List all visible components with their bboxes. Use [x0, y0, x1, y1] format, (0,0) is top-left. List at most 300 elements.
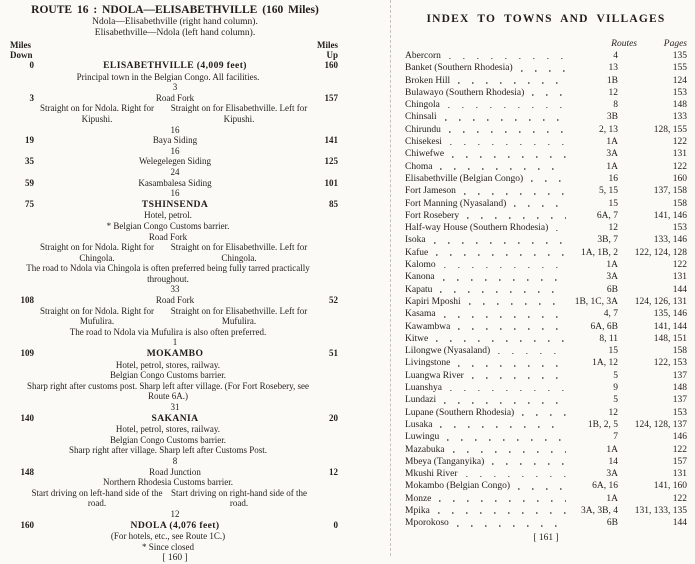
town-name: Broken Hill — [405, 75, 451, 86]
town-pages: 144 — [672, 518, 687, 529]
dot-leader — [518, 488, 566, 490]
town-name: Kapiri Mposhi — [405, 296, 461, 307]
town-name: Kapatu — [405, 284, 433, 295]
station-name: ELISABETHVILLE (4,009 feet) — [103, 60, 247, 71]
miles-up-value: 141 — [324, 135, 338, 146]
detail-line: Sharp right after village. Sharp left after Customs Post. — [69, 445, 267, 456]
index-row — [405, 284, 687, 296]
index-row — [405, 480, 687, 492]
routes-column-header: Routes — [611, 39, 637, 49]
town-routes: 12 — [608, 223, 618, 234]
town-pages: 155 — [672, 63, 687, 74]
town-name: Kanona — [405, 272, 435, 283]
detail-left: Straight on for Ndola. Right for Chingola. — [40, 242, 154, 263]
town-routes: 1A — [606, 260, 618, 271]
town-name: Chinsali — [405, 112, 437, 123]
detail-line: Hotel, petrol, stores, railway. — [115, 424, 221, 435]
town-name: Kasama — [405, 309, 436, 320]
town-pages: 122 — [672, 260, 687, 271]
segment-distance: 3 — [172, 82, 178, 93]
entry-details — [26, 531, 310, 552]
station-name: Road Fork — [155, 295, 195, 306]
town-routes: 15 — [608, 198, 618, 209]
town-routes: 3A — [606, 149, 618, 160]
miles-up-value: 20 — [329, 412, 338, 423]
town-name: Lupane (Southern Rhodesia) — [405, 407, 515, 418]
town-name: Kafue — [405, 247, 429, 258]
station-name: SAKANIA — [151, 412, 199, 424]
town-routes: 3A — [606, 469, 618, 480]
index-row — [405, 357, 687, 369]
route-entry-main — [0, 93, 390, 104]
town-name: Luwingu — [405, 432, 440, 443]
town-name: Fort Manning (Nyasaland) — [405, 198, 507, 209]
town-routes: 5, 15 — [599, 186, 618, 197]
route-entry-main — [0, 413, 390, 425]
index-row — [405, 468, 687, 480]
detail-left: Straight on for Ndola. Right for Mufulira. — [40, 305, 154, 327]
route-entry — [0, 93, 390, 135]
town-name: Mbeya (Tanganyika) — [405, 456, 485, 467]
index-row — [405, 148, 687, 160]
town-pages: 122, 124, 128 — [634, 247, 687, 258]
detail-right: Start driving on right-hand side of the road. — [171, 487, 307, 509]
town-pages: 158 — [672, 198, 687, 209]
town-routes: 3B, 7 — [597, 235, 618, 246]
miles-up-value: 160 — [324, 60, 338, 70]
town-name: Mazabuka — [405, 444, 445, 455]
miles-down-value: 148 — [20, 466, 34, 477]
index-title: INDEX TO TOWNS AND VILLAGES — [426, 13, 666, 25]
miles-down-value: 19 — [25, 135, 34, 146]
entry-details — [26, 360, 310, 402]
index-row — [405, 308, 687, 320]
station-name: Road Fork — [155, 92, 195, 103]
town-routes: 6A, 7 — [596, 210, 618, 221]
detail-line: Belgian Congo Customs barrier. — [110, 434, 226, 445]
town-pages: 153 — [672, 407, 687, 418]
miles-up-value: 52 — [329, 295, 338, 306]
town-pages: 141, 160 — [653, 481, 687, 492]
town-name: Elisabethville (Belgian Congo) — [405, 173, 524, 184]
entry-details — [26, 424, 310, 456]
route-entry — [0, 199, 390, 295]
town-routes: 1A — [606, 444, 618, 455]
town-name: Kalomo — [405, 260, 436, 271]
town-pages: 122 — [672, 161, 687, 172]
town-name: Chirundu — [405, 124, 441, 135]
town-routes: 1A — [606, 493, 618, 504]
town-name: Luanshya — [405, 383, 442, 394]
pages-column-header: Pages — [663, 39, 687, 49]
town-pages: 133 — [672, 112, 687, 123]
town-routes: 2, 13 — [599, 124, 618, 135]
town-name: Mporokoso — [405, 518, 449, 529]
dot-leader — [448, 107, 566, 109]
route-entry — [0, 520, 390, 553]
dot-leader — [458, 328, 566, 330]
town-pages: 153 — [672, 87, 687, 98]
town-routes: 4 — [613, 51, 618, 61]
route-title: ROUTE 16 : NDOLA—ELISABETHVILLE (160 Miles) — [31, 4, 319, 16]
index-row — [405, 259, 687, 271]
route-entry — [0, 60, 390, 93]
miles-down-header — [0, 40, 33, 60]
dot-leader — [464, 193, 566, 195]
route-entry-main — [0, 199, 390, 211]
entry-details — [26, 103, 310, 124]
route-entry — [0, 348, 390, 413]
route-entries — [0, 60, 390, 552]
town-pages: 148, 151 — [653, 333, 687, 344]
dot-leader — [458, 82, 566, 84]
index-row — [405, 370, 687, 382]
dot-leader — [444, 267, 566, 269]
town-pages: 137, 158 — [653, 186, 687, 197]
route-subtitle-down: Ndola—Elisabethville (right hand column). — [92, 17, 258, 27]
miles-column-headers — [0, 40, 390, 60]
dot-leader — [440, 168, 566, 170]
miles-down-value: 59 — [25, 177, 34, 188]
index-page — [390, 0, 695, 556]
town-pages: 141, 146 — [653, 210, 687, 221]
town-routes: 12 — [608, 407, 618, 418]
town-name: Bulawayo (Southern Rhodesia) — [405, 87, 525, 98]
town-name: Chisekesi — [405, 137, 442, 148]
index-row — [405, 321, 687, 333]
miles-down-value: 3 — [29, 92, 34, 103]
town-routes: 6A, 6B — [590, 321, 618, 332]
miles-down-value: 35 — [25, 156, 34, 167]
dot-leader — [440, 426, 566, 428]
town-routes: 12 — [608, 87, 618, 98]
town-pages: 158 — [672, 346, 687, 357]
miles-up-header-line2: Up — [326, 50, 338, 60]
index-row — [405, 394, 687, 406]
town-pages: 133, 146 — [653, 235, 687, 246]
town-routes: 13 — [608, 63, 618, 74]
detail-line: Hotel, petrol, stores, railway. — [115, 359, 221, 370]
town-name: Chiwefwe — [405, 149, 445, 160]
detail-pair — [26, 103, 310, 124]
index-row — [405, 444, 687, 456]
dot-leader — [447, 439, 566, 441]
town-name: Fort Rosebery — [405, 210, 460, 221]
index-row — [405, 99, 687, 111]
dot-leader — [453, 451, 566, 453]
town-routes: 1A, 12 — [592, 358, 618, 369]
index-row — [405, 505, 687, 517]
route-entry — [0, 413, 390, 467]
index-row — [405, 296, 687, 308]
index-row — [405, 234, 687, 246]
miles-up-header-line1: Miles — [317, 40, 338, 50]
index-row — [405, 185, 687, 197]
station-name: NDOLA (4,076 feet) — [130, 519, 220, 531]
dot-leader — [531, 180, 566, 182]
entry-details — [26, 477, 310, 509]
town-pages: 131 — [672, 272, 687, 283]
station-name: Baya Siding — [152, 135, 198, 146]
route-entry-main — [0, 348, 390, 360]
town-routes: 6B — [606, 518, 618, 529]
detail-line: Hotel, petrol. — [144, 210, 192, 221]
town-name: Mkushi River — [405, 469, 458, 480]
town-pages: 146 — [672, 432, 687, 443]
index-row — [405, 345, 687, 357]
segment-distance: 24 — [170, 166, 180, 177]
dot-leader — [492, 463, 566, 465]
town-pages: 160 — [672, 173, 687, 184]
entry-details — [26, 72, 310, 83]
dot-leader — [444, 316, 566, 318]
detail-pair — [26, 306, 310, 327]
route-entry-main — [0, 60, 390, 72]
town-name: Livingstone — [405, 358, 451, 369]
town-pages: 124, 126, 131 — [634, 296, 687, 307]
town-pages: 137 — [672, 370, 687, 381]
dot-leader — [444, 402, 566, 404]
dot-leader — [434, 242, 566, 244]
town-pages: 148 — [672, 383, 687, 394]
index-row — [405, 271, 687, 283]
town-routes: 6B — [606, 284, 618, 295]
dot-leader — [457, 525, 566, 527]
segment-distance: 16 — [170, 124, 180, 135]
miles-up-value: 125 — [324, 156, 338, 167]
town-routes: 1A — [606, 161, 618, 172]
miles-up-value: 0 — [333, 519, 338, 530]
segment-distance: 31 — [170, 402, 180, 412]
miles-down-header-line2: Down — [10, 50, 33, 60]
index-row — [405, 382, 687, 394]
town-pages: 135, 146 — [653, 309, 687, 320]
miles-up-value: 12 — [329, 466, 338, 477]
detail-line: Sharp right after customs post. Sharp left after village. (For Fort Rosebery, see Route 6A.) — [26, 380, 310, 402]
detail-right: Straight on for Elisabethville. Left for Chingola. — [170, 242, 308, 263]
town-name: Lundazi — [405, 395, 437, 406]
town-name: Half-way House (Southern Rhodesia) — [405, 223, 549, 234]
dot-leader — [443, 279, 566, 281]
town-name: Choma — [405, 161, 433, 172]
index-row — [405, 419, 687, 431]
dot-leader — [532, 94, 566, 96]
detail-right: Straight on for Elisabethville. Left for Mufulira. — [170, 305, 308, 327]
miles-up-value: 85 — [329, 198, 338, 209]
segment-distance: 16 — [170, 145, 180, 156]
detail-line: The road to Ndola via Chingola is often preferred being fully tarred practically throughout. — [26, 263, 310, 284]
miles-up-header — [307, 40, 390, 60]
route-entry — [0, 467, 390, 520]
route-page-number: [ 160 ] — [162, 553, 188, 564]
route-entry-main — [0, 178, 390, 189]
detail-line: The road to Ndola via Mufulira is also often preferred. — [69, 326, 267, 337]
town-routes: 3A — [606, 272, 618, 283]
detail-right: Straight on for Elisabethville. Left for Kipushi. — [170, 103, 308, 124]
town-routes: 7 — [613, 432, 618, 443]
route-entry — [0, 156, 390, 177]
index-row — [405, 62, 687, 74]
segment-distance: 12 — [170, 508, 180, 519]
miles-up-value: 157 — [324, 92, 338, 103]
town-pages: 148 — [672, 100, 687, 111]
town-name: Mokambo (Belgian Congo) — [405, 481, 511, 492]
town-name: Isoka — [405, 235, 426, 246]
dot-leader — [449, 131, 566, 133]
town-routes: 4, 7 — [603, 309, 618, 320]
town-routes: 16 — [608, 173, 618, 184]
index-row — [405, 222, 687, 234]
index-row — [405, 75, 687, 87]
town-pages: 157 — [672, 456, 687, 467]
segment-distance: 1 — [172, 337, 178, 348]
town-routes: 6A, 16 — [592, 481, 618, 492]
town-routes: 1B, 2, 5 — [587, 419, 618, 430]
index-column-headers — [405, 39, 687, 50]
town-name: Banket (Southern Rhodesia) — [405, 63, 513, 74]
dot-leader — [521, 70, 566, 72]
miles-down-value: 75 — [25, 198, 34, 209]
dot-leader — [438, 512, 566, 514]
town-pages: 122 — [672, 137, 687, 148]
town-pages: 122 — [672, 493, 687, 504]
town-name: Monze — [405, 493, 432, 504]
dot-leader — [514, 205, 566, 207]
town-routes: 1A — [606, 137, 618, 148]
dot-leader — [450, 390, 566, 392]
index-row — [405, 198, 687, 210]
route-entry-main — [0, 520, 390, 532]
route-entry — [0, 135, 390, 156]
town-routes: 3A, 3B, 4 — [581, 505, 618, 516]
town-routes: 5 — [613, 370, 618, 381]
town-name: Luangwa River — [405, 370, 464, 381]
detail-pair — [26, 242, 310, 263]
route-entry-main — [0, 156, 390, 167]
detail-left: Straight on for Ndola. Right for Kipushi. — [40, 103, 154, 124]
miles-down-value: 108 — [20, 295, 34, 306]
town-pages: 122 — [672, 444, 687, 455]
miles-down-value: 160 — [20, 519, 34, 530]
detail-line: * Since closed — [142, 541, 194, 552]
index-row — [405, 136, 687, 148]
index-row — [405, 456, 687, 468]
dot-leader — [445, 119, 566, 121]
town-routes: 15 — [608, 346, 618, 357]
town-routes: 8, 11 — [599, 333, 618, 344]
index-row — [405, 173, 687, 185]
detail-line: Road Fork — [148, 231, 188, 242]
dot-leader — [467, 217, 566, 219]
miles-down-header-line1: Miles — [10, 40, 31, 50]
town-name: Fort Jameson — [405, 186, 456, 197]
entry-details — [26, 306, 310, 338]
miles-up-value: 51 — [329, 348, 338, 359]
route-entry-main — [0, 467, 390, 478]
town-routes: 1B, 1C, 3A — [574, 296, 618, 307]
station-name: Kasambalesa Siding — [138, 177, 212, 188]
index-row — [405, 493, 687, 505]
entry-details — [26, 210, 310, 284]
miles-down-value: 109 — [20, 348, 34, 359]
dot-leader — [469, 303, 566, 305]
miles-down-value: 0 — [29, 60, 34, 70]
town-name: Lilongwe (Nyasaland) — [405, 346, 491, 357]
town-name: Lusaka — [405, 419, 433, 430]
dot-leader — [439, 500, 566, 502]
index-row — [405, 161, 687, 173]
dot-leader — [449, 58, 566, 60]
town-pages: 153 — [672, 223, 687, 234]
town-routes: 8 — [613, 100, 618, 111]
index-row — [405, 407, 687, 419]
route-entry-main — [0, 295, 390, 306]
detail-line: Belgian Congo Customs barrier. — [110, 370, 226, 381]
route-entry-main — [0, 135, 390, 146]
miles-down-value: 140 — [20, 412, 34, 423]
town-routes: 14 — [608, 456, 618, 467]
town-name: Abercorn — [405, 51, 441, 61]
detail-line: * Belgian Congo Customs barrier. — [106, 220, 230, 231]
index-rows — [405, 50, 687, 530]
town-routes: 3B — [606, 112, 618, 123]
station-name: Welegelegen Siding — [138, 156, 211, 167]
route-entry — [0, 178, 390, 199]
index-row — [405, 431, 687, 443]
index-row — [405, 87, 687, 99]
town-pages: 124 — [672, 75, 687, 86]
town-pages: 128, 155 — [653, 124, 687, 135]
dot-leader — [440, 291, 566, 293]
index-row — [405, 333, 687, 345]
dot-leader — [522, 414, 566, 416]
segment-distance: 16 — [170, 188, 180, 199]
town-pages: 137 — [672, 395, 687, 406]
station-name: Road Junction — [149, 466, 201, 477]
town-routes: 1A, 1B, 2 — [581, 247, 618, 258]
dot-leader — [452, 156, 566, 158]
index-header-spacer — [405, 39, 611, 50]
town-name: Kitwe — [405, 333, 429, 344]
route-subtitle-up: Elisabethville—Ndola (left hand column). — [94, 28, 256, 38]
dot-leader — [436, 340, 566, 342]
index-row — [405, 517, 687, 529]
miles-up-value: 101 — [324, 177, 338, 188]
town-routes: 1B — [606, 75, 618, 86]
dot-leader — [458, 365, 566, 367]
index-row — [405, 50, 687, 62]
detail-line: (For hotels, etc., see Route 1C.) — [110, 531, 226, 542]
detail-line: Principal town in the Belgian Congo. All facilities. — [76, 71, 260, 82]
town-name: Mpika — [405, 505, 430, 516]
dot-leader — [556, 230, 566, 232]
town-pages: 131 — [672, 469, 687, 480]
index-row — [405, 124, 687, 136]
index-row — [405, 247, 687, 259]
town-pages: 144 — [672, 284, 687, 295]
dot-leader — [450, 144, 566, 146]
town-pages: 135 — [672, 51, 687, 61]
town-pages: 141, 144 — [653, 321, 687, 332]
dot-leader — [472, 377, 566, 379]
town-pages: 124, 128, 137 — [634, 419, 687, 430]
town-routes: 9 — [613, 383, 618, 394]
dot-leader — [466, 476, 566, 478]
town-pages: 122, 153 — [653, 358, 687, 369]
route-entry — [0, 295, 390, 348]
town-name: Kawambwa — [405, 321, 451, 332]
town-routes: 5 — [613, 395, 618, 406]
